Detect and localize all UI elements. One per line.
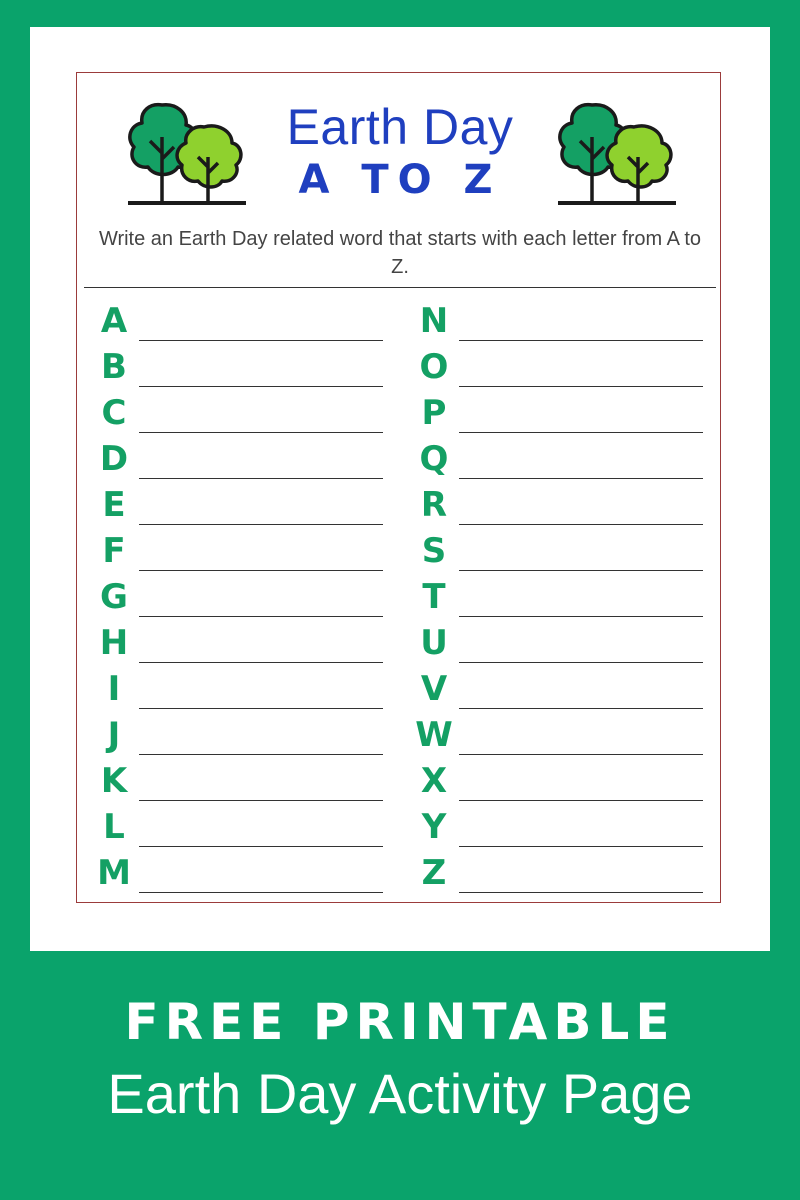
letter-row	[410, 437, 720, 483]
row-letter: T	[422, 577, 446, 617]
row-letter: U	[420, 623, 448, 663]
page-title: Earth Day	[286, 99, 514, 155]
row-letter: V	[420, 669, 448, 709]
instructions-text: Write an Earth Day related word that starts with each letter from A to Z.	[98, 228, 702, 278]
row-letter: I	[107, 669, 121, 709]
header-divider	[84, 287, 716, 288]
answer-line[interactable]	[459, 754, 703, 755]
letter-row	[90, 437, 400, 483]
answer-line[interactable]	[459, 708, 703, 709]
answer-line[interactable]	[459, 846, 703, 847]
answer-line[interactable]	[459, 892, 703, 893]
answer-line[interactable]	[459, 662, 703, 663]
answer-line[interactable]	[459, 386, 703, 387]
letter-row	[410, 667, 720, 713]
answer-line[interactable]	[139, 800, 383, 801]
letter-row	[410, 713, 720, 759]
answer-line[interactable]	[139, 340, 383, 341]
row-letter: X	[420, 761, 448, 801]
letter-row	[410, 759, 720, 805]
row-letter: C	[101, 393, 127, 433]
row-letter: F	[102, 531, 126, 571]
letter-row	[410, 621, 720, 667]
letter-row	[90, 483, 400, 529]
title-block	[230, 99, 570, 203]
letter-row	[90, 667, 400, 713]
letter-row	[410, 805, 720, 851]
answer-line[interactable]	[459, 800, 703, 801]
letter-row	[90, 805, 400, 851]
letter-row	[410, 851, 720, 897]
row-letter: B	[101, 347, 127, 387]
answer-line[interactable]	[139, 432, 383, 433]
row-letter: Z	[421, 853, 447, 893]
letter-row	[90, 391, 400, 437]
row-letter: O	[419, 347, 449, 387]
letter-row	[90, 529, 400, 575]
answer-line[interactable]	[459, 524, 703, 525]
answer-line[interactable]	[139, 892, 383, 893]
answer-line[interactable]	[139, 616, 383, 617]
letters-column-right	[410, 299, 720, 897]
row-letter: A	[100, 301, 128, 341]
letter-row	[90, 345, 400, 391]
letter-row	[410, 391, 720, 437]
row-letter: J	[107, 715, 121, 755]
answer-line[interactable]	[459, 616, 703, 617]
answer-line[interactable]	[459, 478, 703, 479]
letters-column-left	[90, 299, 400, 897]
answer-line[interactable]	[139, 754, 383, 755]
answer-line[interactable]	[459, 340, 703, 341]
answer-line[interactable]	[139, 386, 383, 387]
answer-line[interactable]	[139, 708, 383, 709]
letter-row	[410, 575, 720, 621]
letter-row	[90, 575, 400, 621]
letter-row	[90, 299, 400, 345]
row-letter: P	[421, 393, 447, 433]
row-letter: E	[102, 485, 126, 525]
footer-caption	[0, 990, 800, 1130]
row-letter: G	[100, 577, 128, 617]
letter-row	[90, 713, 400, 759]
answer-line[interactable]	[139, 662, 383, 663]
letter-row	[410, 299, 720, 345]
row-letter: W	[415, 715, 453, 755]
row-letter: M	[97, 853, 131, 893]
worksheet-page	[30, 27, 770, 951]
row-letter: H	[99, 623, 129, 663]
trees-icon	[552, 97, 682, 209]
row-letter: S	[421, 531, 447, 571]
answer-line[interactable]	[139, 524, 383, 525]
answer-line[interactable]	[459, 432, 703, 433]
answer-line[interactable]	[139, 570, 383, 571]
row-letter: N	[419, 301, 449, 341]
row-letter: Y	[421, 807, 447, 847]
letter-row	[410, 529, 720, 575]
letter-row	[410, 345, 720, 391]
row-letter: K	[100, 761, 128, 801]
row-letter: L	[103, 807, 125, 847]
row-letter: D	[99, 439, 129, 479]
answer-line[interactable]	[139, 846, 383, 847]
answer-line[interactable]	[459, 570, 703, 571]
page-subtitle: A TO Z	[298, 157, 502, 203]
answer-line[interactable]	[139, 478, 383, 479]
row-letter: Q	[419, 439, 449, 479]
row-letter: R	[420, 485, 448, 525]
footer-subheadline: Earth Day Activity Page	[107, 1062, 693, 1125]
letter-row	[410, 483, 720, 529]
letter-row	[90, 759, 400, 805]
letter-row	[90, 851, 400, 897]
footer-headline: FREE PRINTABLE	[124, 993, 676, 1051]
letter-row	[90, 621, 400, 667]
